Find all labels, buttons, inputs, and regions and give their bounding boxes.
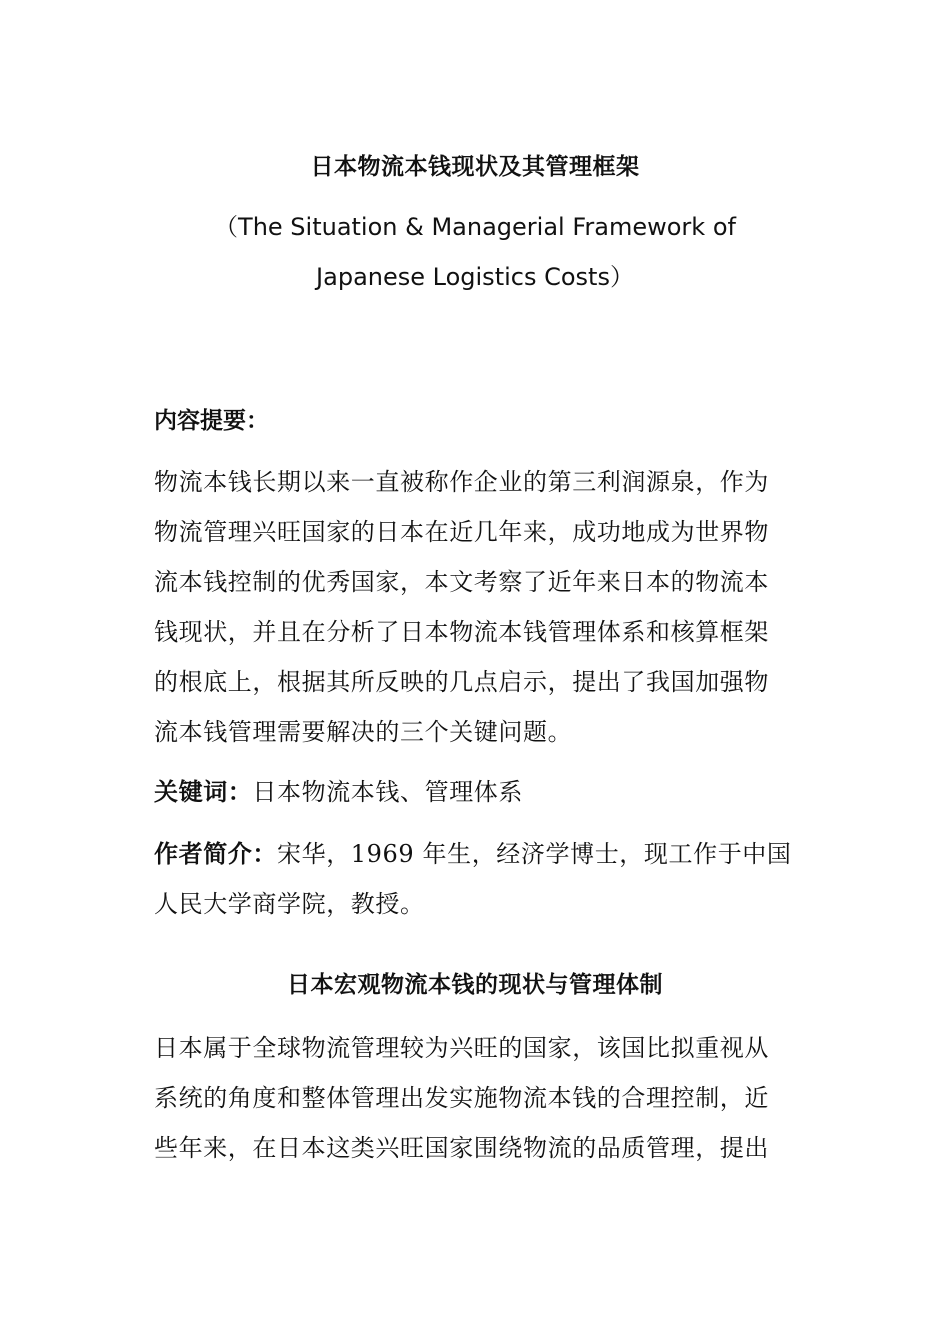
section-line: 日本属于全球物流管理较为兴旺的国家，该国比拟重视从 (154, 1034, 769, 1062)
author-text-line-1: 宋华，1969 年生，经济学博士，现工作于中国 (277, 840, 792, 868)
abstract-heading: 内容提要： (154, 408, 269, 434)
keywords-label: 关键词： (154, 778, 253, 806)
author-text-line-2: 人民大学商学院，教授。 (154, 890, 425, 918)
document-title: 日本物流本钱现状及其管理框架 (310, 154, 640, 180)
abstract-paragraph (154, 457, 800, 757)
author-paragraph (154, 829, 800, 929)
keywords-text: 日本物流本钱、管理体系 (252, 778, 524, 806)
abstract-line: 的根底上，根据其所反映的几点启示，提出了我国加强物 (154, 668, 769, 696)
abstract-line: 流本钱控制的优秀国家，本文考察了近年来日本的物流本 (154, 568, 769, 596)
section-line: 系统的角度和整体管理出发实施物流本钱的合理控制，近 (154, 1084, 769, 1112)
author-label: 作者简介： (154, 840, 277, 868)
section-heading: 日本宏观物流本钱的现状与管理体制 (287, 972, 663, 998)
abstract-line: 流本钱管理需要解决的三个关键问题。 (154, 718, 573, 746)
author-line (154, 829, 800, 879)
section-paragraph (154, 1023, 800, 1173)
abstract-line: 物流本钱长期以来一直被称作企业的第三利润源泉，作为 (154, 468, 769, 496)
abstract-line: 物流管理兴旺国家的日本在近几年来，成功地成为世界物 (154, 518, 769, 546)
section-line: 些年来，在日本这类兴旺国家围绕物流的品质管理，提出 (154, 1134, 769, 1162)
abstract-line: 钱现状，并且在分析了日本物流本钱管理体系和核算框架 (154, 618, 769, 646)
keywords-paragraph (154, 767, 800, 817)
english-subtitle-line-2: Japanese Logistics Costs） (316, 263, 634, 291)
keywords-line (154, 767, 800, 817)
english-subtitle-line-1: （The Situation & Managerial Framework of (214, 213, 736, 241)
